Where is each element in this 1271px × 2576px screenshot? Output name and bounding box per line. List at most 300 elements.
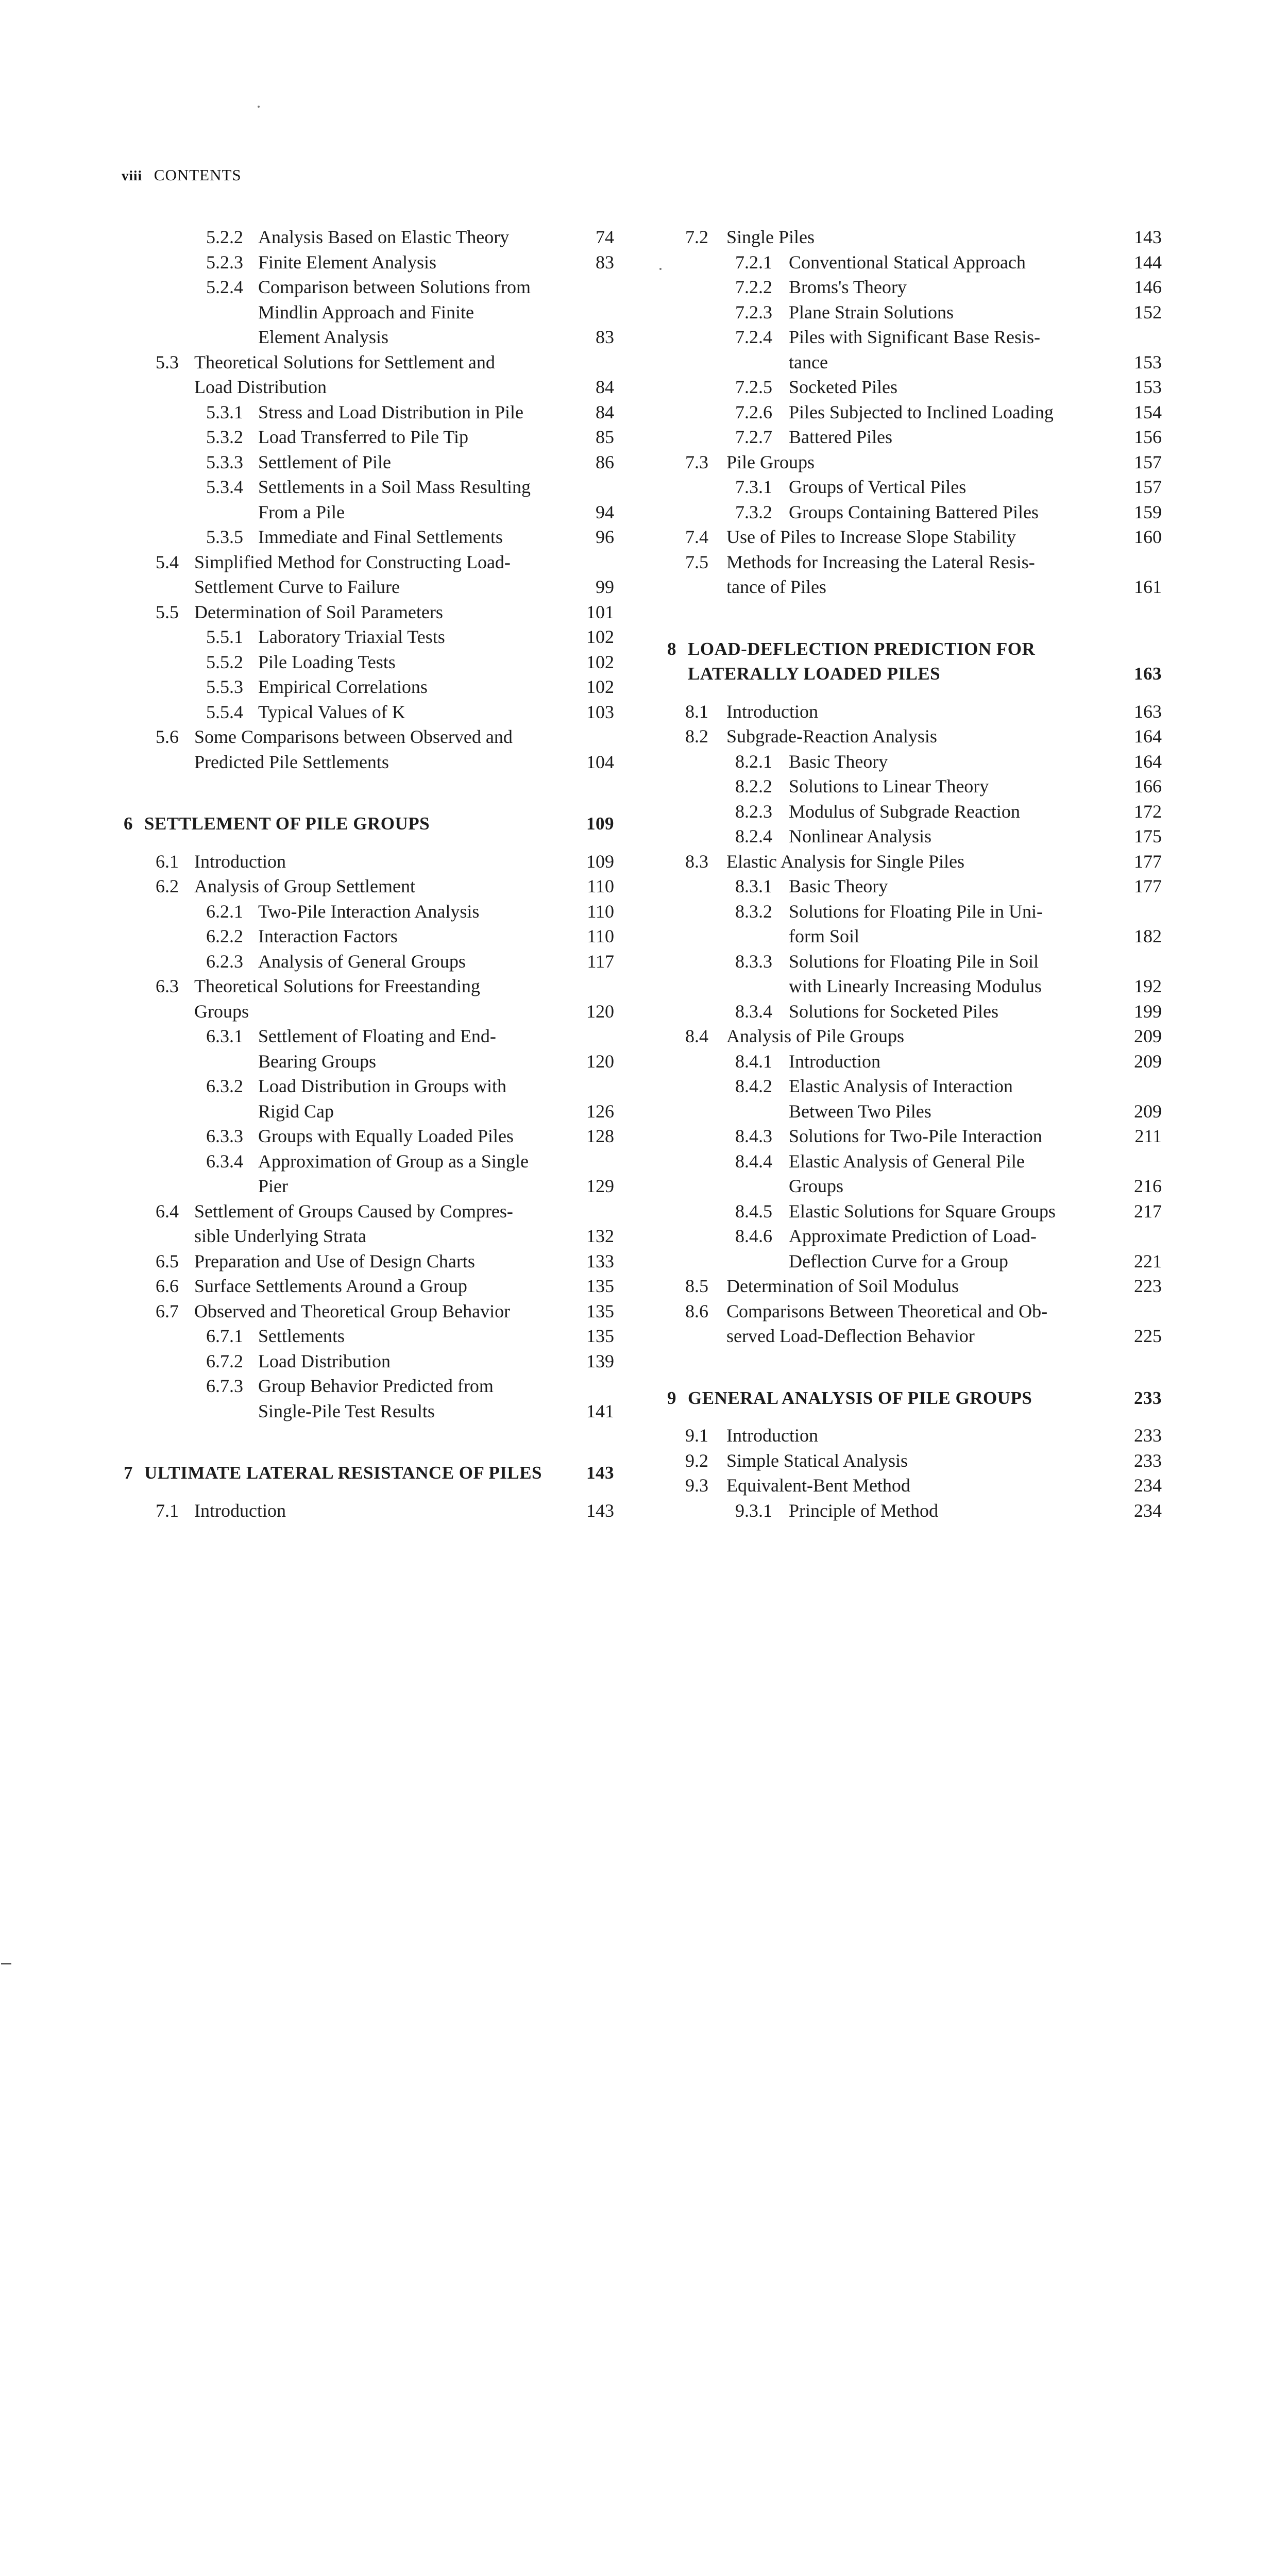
section-title: Piles Subjected to Inclined Loading bbox=[789, 401, 1054, 422]
section-number: 8.4 bbox=[685, 1026, 708, 1046]
toc-entry bbox=[124, 999, 614, 1024]
page-ref: 163 bbox=[1134, 664, 1162, 684]
page-ref: 83 bbox=[596, 251, 614, 273]
scan-speck bbox=[258, 106, 260, 108]
section-number: 5.5.3 bbox=[206, 676, 243, 697]
section-number: 5.5.2 bbox=[206, 651, 243, 672]
section-number: 5.3.4 bbox=[206, 477, 243, 497]
section-number: 8.4.6 bbox=[735, 1226, 772, 1246]
page-ref: 104 bbox=[586, 751, 614, 772]
section-title: Stress and Load Distribution in Pile bbox=[258, 401, 523, 422]
toc-entry bbox=[667, 1099, 1162, 1124]
toc-entry bbox=[124, 500, 614, 525]
toc-entry bbox=[124, 400, 614, 425]
page-ref: 157 bbox=[1134, 451, 1162, 472]
section-number: 8.2.2 bbox=[735, 776, 772, 796]
toc-entry bbox=[667, 749, 1162, 774]
section-title: form Soil bbox=[789, 926, 860, 946]
section-title: Broms's Theory bbox=[789, 277, 907, 297]
chapter-number: 6 bbox=[124, 814, 133, 834]
section-number: 7.1 bbox=[156, 1500, 179, 1521]
chapter-number: 8 bbox=[667, 638, 676, 659]
toc-entry bbox=[667, 1448, 1162, 1473]
section-number: 7.2.5 bbox=[735, 377, 772, 397]
toc-entry bbox=[667, 425, 1162, 450]
toc-entry bbox=[124, 300, 614, 325]
toc-entry bbox=[667, 500, 1162, 525]
section-number: 8.2.3 bbox=[735, 801, 772, 822]
toc-entry bbox=[667, 350, 1162, 375]
page-ref: 85 bbox=[596, 427, 614, 447]
page-ref: 209 bbox=[1134, 1050, 1162, 1072]
toc-entry bbox=[667, 275, 1162, 300]
section-title: Single-Pile Test Results bbox=[258, 1400, 435, 1421]
section-number: 5.6 bbox=[156, 726, 179, 747]
toc-entry bbox=[124, 1299, 614, 1324]
toc-entry bbox=[667, 949, 1162, 974]
toc-entry bbox=[667, 325, 1162, 350]
section-number: 8.3.3 bbox=[735, 951, 772, 972]
page-ref: 110 bbox=[587, 926, 614, 946]
section-title: Theoretical Solutions for Freestanding bbox=[194, 976, 480, 996]
section-number: 5.3.3 bbox=[206, 451, 243, 472]
toc-entry bbox=[667, 300, 1162, 325]
section-title: sible Underlying Strata bbox=[194, 1226, 366, 1246]
page-ref: 139 bbox=[586, 1350, 614, 1371]
section-title: Groups bbox=[194, 1001, 249, 1022]
toc-entry bbox=[667, 1324, 1162, 1349]
toc-entry bbox=[124, 924, 614, 949]
page-ref: 221 bbox=[1134, 1250, 1162, 1272]
section-title: Settlements in a Soil Mass Resulting bbox=[258, 477, 531, 497]
heading-gap bbox=[124, 1486, 614, 1498]
section-number: 7.3.2 bbox=[735, 501, 772, 522]
toc-entry bbox=[667, 550, 1162, 575]
page-ref: 233 bbox=[1134, 1450, 1162, 1471]
section-gap bbox=[667, 1349, 1162, 1386]
toc-entry bbox=[124, 550, 614, 575]
page-ref: 211 bbox=[1134, 1126, 1162, 1146]
section-title: Basic Theory bbox=[789, 751, 888, 772]
toc-entry bbox=[124, 624, 614, 650]
page-ref: 199 bbox=[1134, 1001, 1162, 1022]
page-ref: 94 bbox=[596, 501, 614, 522]
section-number: 6.7.1 bbox=[206, 1326, 243, 1346]
section-number: 5.3 bbox=[156, 351, 179, 372]
section-title: Analysis Based on Elastic Theory bbox=[258, 227, 510, 247]
page-ref: 110 bbox=[587, 901, 614, 922]
section-title: Analysis of Group Settlement bbox=[194, 876, 415, 896]
section-number: 9.2 bbox=[685, 1450, 708, 1471]
section-title: Comparison between Solutions from bbox=[258, 277, 531, 297]
section-title: Groups bbox=[789, 1176, 843, 1196]
page-ref: 143 bbox=[586, 1500, 614, 1521]
section-title: Pier bbox=[258, 1176, 288, 1196]
section-title: Empirical Correlations bbox=[258, 676, 428, 697]
section-title: Simplified Method for Constructing Load- bbox=[194, 551, 511, 572]
toc-entry bbox=[667, 250, 1162, 275]
page-ref: 83 bbox=[596, 327, 614, 347]
toc-entry bbox=[667, 1224, 1162, 1249]
toc-entry bbox=[124, 325, 614, 350]
page-ref: 101 bbox=[586, 601, 614, 622]
toc-entry bbox=[124, 1374, 614, 1399]
section-number: 5.2.3 bbox=[206, 251, 243, 273]
section-title: Some Comparisons between Observed and bbox=[194, 726, 513, 747]
toc-entry bbox=[124, 1149, 614, 1174]
toc-entry bbox=[124, 1024, 614, 1049]
section-title: Equivalent-Bent Method bbox=[726, 1475, 910, 1496]
page-ref: 182 bbox=[1134, 926, 1162, 946]
toc-entry bbox=[124, 1349, 614, 1374]
page-ref: 161 bbox=[1134, 577, 1162, 597]
section-number: 6.3.4 bbox=[206, 1150, 243, 1172]
toc-entry bbox=[667, 824, 1162, 849]
page-ref: 223 bbox=[1134, 1276, 1162, 1296]
toc-entry bbox=[124, 1099, 614, 1124]
page-ref: 143 bbox=[586, 1463, 614, 1483]
section-title: Piles with Significant Base Resis- bbox=[789, 327, 1040, 347]
section-number: 6.7.2 bbox=[206, 1350, 243, 1371]
section-title: Methods for Increasing the Lateral Resis- bbox=[726, 551, 1035, 572]
page-ref: 159 bbox=[1134, 501, 1162, 522]
page-ref: 164 bbox=[1134, 726, 1162, 747]
section-title: Approximate Prediction of Load- bbox=[789, 1226, 1037, 1246]
toc-entry bbox=[667, 899, 1162, 924]
section-title: Introduction bbox=[726, 701, 818, 722]
page-ref: 175 bbox=[1134, 826, 1162, 846]
scan-speck bbox=[659, 268, 662, 270]
page-ref: 146 bbox=[1134, 277, 1162, 297]
section-number: 9.3 bbox=[685, 1475, 708, 1496]
toc-entry bbox=[124, 1224, 614, 1249]
chapter-heading bbox=[667, 662, 1162, 687]
chapter-title: LOAD-DEFLECTION PREDICTION FOR bbox=[688, 638, 1036, 659]
section-title: Solutions for Two-Pile Interaction bbox=[789, 1126, 1042, 1146]
toc-entry bbox=[124, 225, 614, 250]
section-number: 5.3.1 bbox=[206, 401, 243, 422]
toc-entry bbox=[124, 1074, 614, 1099]
section-number: 7.3.1 bbox=[735, 477, 772, 497]
section-number: 6.7.3 bbox=[206, 1376, 243, 1396]
toc-entry bbox=[667, 1049, 1162, 1074]
section-number: 7.2.3 bbox=[735, 301, 772, 323]
toc-entry bbox=[667, 849, 1162, 874]
section-number: 6.4 bbox=[156, 1200, 179, 1222]
toc-entry bbox=[124, 750, 614, 775]
section-number: 8.2.1 bbox=[735, 751, 772, 772]
section-title: Rigid Cap bbox=[258, 1100, 334, 1122]
page-ref: 233 bbox=[1134, 1387, 1162, 1408]
section-title: Groups Containing Battered Piles bbox=[789, 501, 1039, 522]
section-number: 7.2.1 bbox=[735, 251, 772, 273]
page-ref: 153 bbox=[1134, 377, 1162, 397]
page-ref: 96 bbox=[596, 527, 614, 547]
section-title: Typical Values of K bbox=[258, 701, 405, 722]
toc-entry bbox=[667, 699, 1162, 724]
page-ref: 152 bbox=[1134, 301, 1162, 323]
section-title: Two-Pile Interaction Analysis bbox=[258, 901, 480, 922]
section-number: 8.3 bbox=[685, 851, 708, 872]
section-title: Settlement of Groups Caused by Compres- bbox=[194, 1200, 513, 1222]
section-number: 8.3.1 bbox=[735, 876, 772, 896]
chapter-heading bbox=[667, 637, 1162, 662]
page-ref: 144 bbox=[1134, 251, 1162, 273]
toc-entry bbox=[667, 1274, 1162, 1299]
section-title: Pile Loading Tests bbox=[258, 651, 396, 672]
page-ref: 177 bbox=[1134, 876, 1162, 896]
section-number: 5.2.2 bbox=[206, 227, 243, 247]
page-ref: 74 bbox=[596, 227, 614, 247]
section-title: tance bbox=[789, 351, 828, 372]
toc-entry bbox=[667, 574, 1162, 600]
section-title: Approximation of Group as a Single bbox=[258, 1150, 529, 1172]
toc-entry bbox=[124, 574, 614, 600]
section-title: Use of Piles to Increase Slope Stability bbox=[726, 527, 1016, 547]
toc-entry bbox=[124, 1274, 614, 1299]
toc-entry bbox=[124, 1124, 614, 1149]
section-number: 5.2.4 bbox=[206, 277, 243, 297]
toc-entry bbox=[667, 1473, 1162, 1498]
toc-entry bbox=[667, 1074, 1162, 1099]
section-title: Pile Groups bbox=[726, 451, 815, 472]
section-title: Introduction bbox=[726, 1425, 818, 1446]
section-number: 6.6 bbox=[156, 1276, 179, 1296]
toc-entry bbox=[124, 375, 614, 400]
chapter-number: 9 bbox=[667, 1387, 676, 1408]
page-ref: 209 bbox=[1134, 1026, 1162, 1046]
section-number: 6.2.1 bbox=[206, 901, 243, 922]
toc-entry bbox=[667, 375, 1162, 400]
section-title: Subgrade-Reaction Analysis bbox=[726, 726, 937, 747]
section-number: 5.5.4 bbox=[206, 701, 243, 722]
toc-entry bbox=[667, 974, 1162, 999]
section-number: 7.2.6 bbox=[735, 401, 772, 422]
page-ref: 109 bbox=[586, 814, 614, 834]
toc-entry bbox=[667, 474, 1162, 500]
page-ref: 166 bbox=[1134, 776, 1162, 796]
page-title: CONTENTS bbox=[154, 166, 242, 184]
toc-entry bbox=[124, 1498, 614, 1523]
section-title: Finite Element Analysis bbox=[258, 251, 436, 273]
toc-entry bbox=[667, 874, 1162, 899]
page-ref: 234 bbox=[1134, 1475, 1162, 1496]
chapter-title: GENERAL ANALYSIS OF PILE GROUPS bbox=[688, 1387, 1032, 1408]
toc-entry bbox=[667, 400, 1162, 425]
toc-entry bbox=[124, 700, 614, 725]
toc-entry bbox=[667, 724, 1162, 749]
toc-entry bbox=[124, 425, 614, 450]
toc-entry bbox=[124, 874, 614, 899]
toc-entry bbox=[124, 674, 614, 700]
section-title: served Load-Deflection Behavior bbox=[726, 1326, 975, 1346]
section-number: 7.2.7 bbox=[735, 427, 772, 447]
page-number: viii bbox=[122, 168, 143, 183]
section-title: Preparation and Use of Design Charts bbox=[194, 1250, 475, 1272]
section-gap bbox=[124, 774, 614, 811]
toc-entry bbox=[667, 1249, 1162, 1274]
toc-entry bbox=[667, 999, 1162, 1024]
section-title: Solutions to Linear Theory bbox=[789, 776, 989, 796]
heading-gap bbox=[667, 1411, 1162, 1423]
section-number: 7.4 bbox=[685, 527, 708, 547]
page-ref: 132 bbox=[586, 1226, 614, 1246]
section-number: 8.5 bbox=[685, 1276, 708, 1296]
section-number: 8.2 bbox=[685, 726, 708, 747]
page-ref: 84 bbox=[596, 377, 614, 397]
section-title: Introduction bbox=[789, 1050, 880, 1072]
section-title: Comparisons Between Theoretical and Ob- bbox=[726, 1300, 1048, 1321]
page-ref: 234 bbox=[1134, 1500, 1162, 1521]
section-number: 6.3.3 bbox=[206, 1126, 243, 1146]
toc-column-left bbox=[124, 225, 614, 1523]
section-number: 6.3.2 bbox=[206, 1076, 243, 1096]
section-title: Simple Statical Analysis bbox=[726, 1450, 908, 1471]
chapter-heading bbox=[124, 1461, 614, 1486]
section-number: 7.2.4 bbox=[735, 327, 772, 347]
toc-entry bbox=[124, 849, 614, 874]
section-number: 8.2.4 bbox=[735, 826, 772, 846]
section-number: 9.1 bbox=[685, 1425, 708, 1446]
section-title: Mindlin Approach and Finite bbox=[258, 301, 474, 323]
toc-entry bbox=[124, 650, 614, 675]
page-ref: 110 bbox=[587, 876, 614, 896]
section-title: Socketed Piles bbox=[789, 377, 897, 397]
page-ref: 233 bbox=[1134, 1425, 1162, 1446]
toc-entry bbox=[124, 474, 614, 500]
section-title: Laboratory Triaxial Tests bbox=[258, 626, 445, 647]
toc-entry bbox=[124, 350, 614, 375]
section-title: Conventional Statical Approach bbox=[789, 251, 1026, 273]
page-ref: 143 bbox=[1134, 227, 1162, 247]
section-title: Load Distribution in Groups with bbox=[258, 1076, 506, 1096]
page-ref: 120 bbox=[586, 1050, 614, 1072]
section-number: 8.3.4 bbox=[735, 1001, 772, 1022]
section-number: 9.3.1 bbox=[735, 1500, 772, 1521]
toc-entry bbox=[667, 1149, 1162, 1174]
section-title: Nonlinear Analysis bbox=[789, 826, 931, 846]
section-title: Surface Settlements Around a Group bbox=[194, 1276, 467, 1296]
section-number: 7.5 bbox=[685, 551, 708, 572]
running-head bbox=[122, 166, 242, 184]
chapter-heading bbox=[124, 811, 614, 837]
section-title: Analysis of General Groups bbox=[258, 951, 466, 972]
page-ref: 163 bbox=[1134, 701, 1162, 722]
section-title: Deflection Curve for a Group bbox=[789, 1250, 1008, 1272]
chapter-title: SETTLEMENT OF PILE GROUPS bbox=[144, 814, 430, 834]
section-number: 8.4.2 bbox=[735, 1076, 772, 1096]
page-ref: 120 bbox=[586, 1001, 614, 1022]
section-gap bbox=[124, 1423, 614, 1461]
toc-entry bbox=[667, 524, 1162, 550]
section-title: Settlement of Pile bbox=[258, 451, 391, 472]
section-number: 8.3.2 bbox=[735, 901, 772, 922]
page-ref: 160 bbox=[1134, 527, 1162, 547]
section-gap bbox=[667, 600, 1162, 637]
section-title: Observed and Theoretical Group Behavior bbox=[194, 1300, 511, 1321]
toc-entry bbox=[667, 1174, 1162, 1199]
page-ref: 216 bbox=[1134, 1176, 1162, 1196]
section-title: Elastic Analysis of Interaction bbox=[789, 1076, 1013, 1096]
page-ref: 177 bbox=[1134, 851, 1162, 872]
section-number: 5.4 bbox=[156, 551, 179, 572]
page-ref: 135 bbox=[586, 1276, 614, 1296]
section-title: Groups of Vertical Piles bbox=[789, 477, 967, 497]
section-number: 8.4.4 bbox=[735, 1150, 772, 1172]
section-title: Determination of Soil Parameters bbox=[194, 601, 443, 622]
section-number: 7.2 bbox=[685, 227, 708, 247]
toc-entry bbox=[667, 1124, 1162, 1149]
section-number: 6.2 bbox=[156, 876, 179, 896]
toc-entry bbox=[667, 774, 1162, 799]
section-number: 8.6 bbox=[685, 1300, 708, 1321]
toc-entry bbox=[667, 225, 1162, 250]
page-ref: 153 bbox=[1134, 351, 1162, 372]
section-number: 8.4.1 bbox=[735, 1050, 772, 1072]
section-title: Predicted Pile Settlements bbox=[194, 751, 389, 772]
scan-mark bbox=[1, 1963, 11, 1964]
section-title: Load Distribution bbox=[258, 1350, 391, 1371]
page-ref: 102 bbox=[586, 651, 614, 672]
page-ref: 126 bbox=[586, 1100, 614, 1122]
section-title: Settlements bbox=[258, 1326, 345, 1346]
page-ref: 164 bbox=[1134, 751, 1162, 772]
chapter-title: ULTIMATE LATERAL RESISTANCE OF PILES bbox=[144, 1463, 543, 1483]
section-number: 7.3 bbox=[685, 451, 708, 472]
section-title: Determination of Soil Modulus bbox=[726, 1276, 959, 1296]
section-number: 6.7 bbox=[156, 1300, 179, 1321]
page-ref: 84 bbox=[596, 401, 614, 422]
section-title: Element Analysis bbox=[258, 327, 388, 347]
page-ref: 86 bbox=[596, 451, 614, 472]
section-title: Elastic Analysis of General Pile bbox=[789, 1150, 1025, 1172]
toc-entry bbox=[667, 799, 1162, 824]
section-number: 7.2.2 bbox=[735, 277, 772, 297]
section-title: Solutions for Floating Pile in Uni- bbox=[789, 901, 1043, 922]
section-title: Group Behavior Predicted from bbox=[258, 1376, 494, 1396]
page-ref: 103 bbox=[586, 701, 614, 722]
section-number: 6.3 bbox=[156, 976, 179, 996]
section-title: Load Transferred to Pile Tip bbox=[258, 427, 469, 447]
section-title: Settlement Curve to Failure bbox=[194, 577, 400, 597]
page-ref: 128 bbox=[586, 1126, 614, 1146]
page-ref: 217 bbox=[1134, 1200, 1162, 1222]
section-title: Elastic Analysis for Single Piles bbox=[726, 851, 964, 872]
section-title: Load Distribution bbox=[194, 377, 327, 397]
toc-entry bbox=[667, 1498, 1162, 1523]
toc-column-right bbox=[667, 225, 1162, 1523]
chapter-number: 7 bbox=[124, 1463, 133, 1483]
section-title: tance of Piles bbox=[726, 577, 826, 597]
section-title: Modulus of Subgrade Reaction bbox=[789, 801, 1020, 822]
section-title: Plane Strain Solutions bbox=[789, 301, 954, 323]
page-ref: 157 bbox=[1134, 477, 1162, 497]
page-ref: 141 bbox=[586, 1400, 614, 1421]
section-title: Immediate and Final Settlements bbox=[258, 527, 503, 547]
page-ref: 209 bbox=[1134, 1100, 1162, 1122]
toc-entry bbox=[124, 949, 614, 974]
section-title: Introduction bbox=[194, 1500, 286, 1521]
toc-entry bbox=[667, 924, 1162, 949]
toc-entry bbox=[667, 450, 1162, 475]
section-title: Analysis of Pile Groups bbox=[726, 1026, 904, 1046]
section-number: 5.5 bbox=[156, 601, 179, 622]
toc-entry bbox=[667, 1299, 1162, 1324]
page-ref: 135 bbox=[586, 1326, 614, 1346]
section-title: Battered Piles bbox=[789, 427, 892, 447]
section-title: Settlement of Floating and End- bbox=[258, 1026, 496, 1046]
toc-entry bbox=[124, 1199, 614, 1224]
